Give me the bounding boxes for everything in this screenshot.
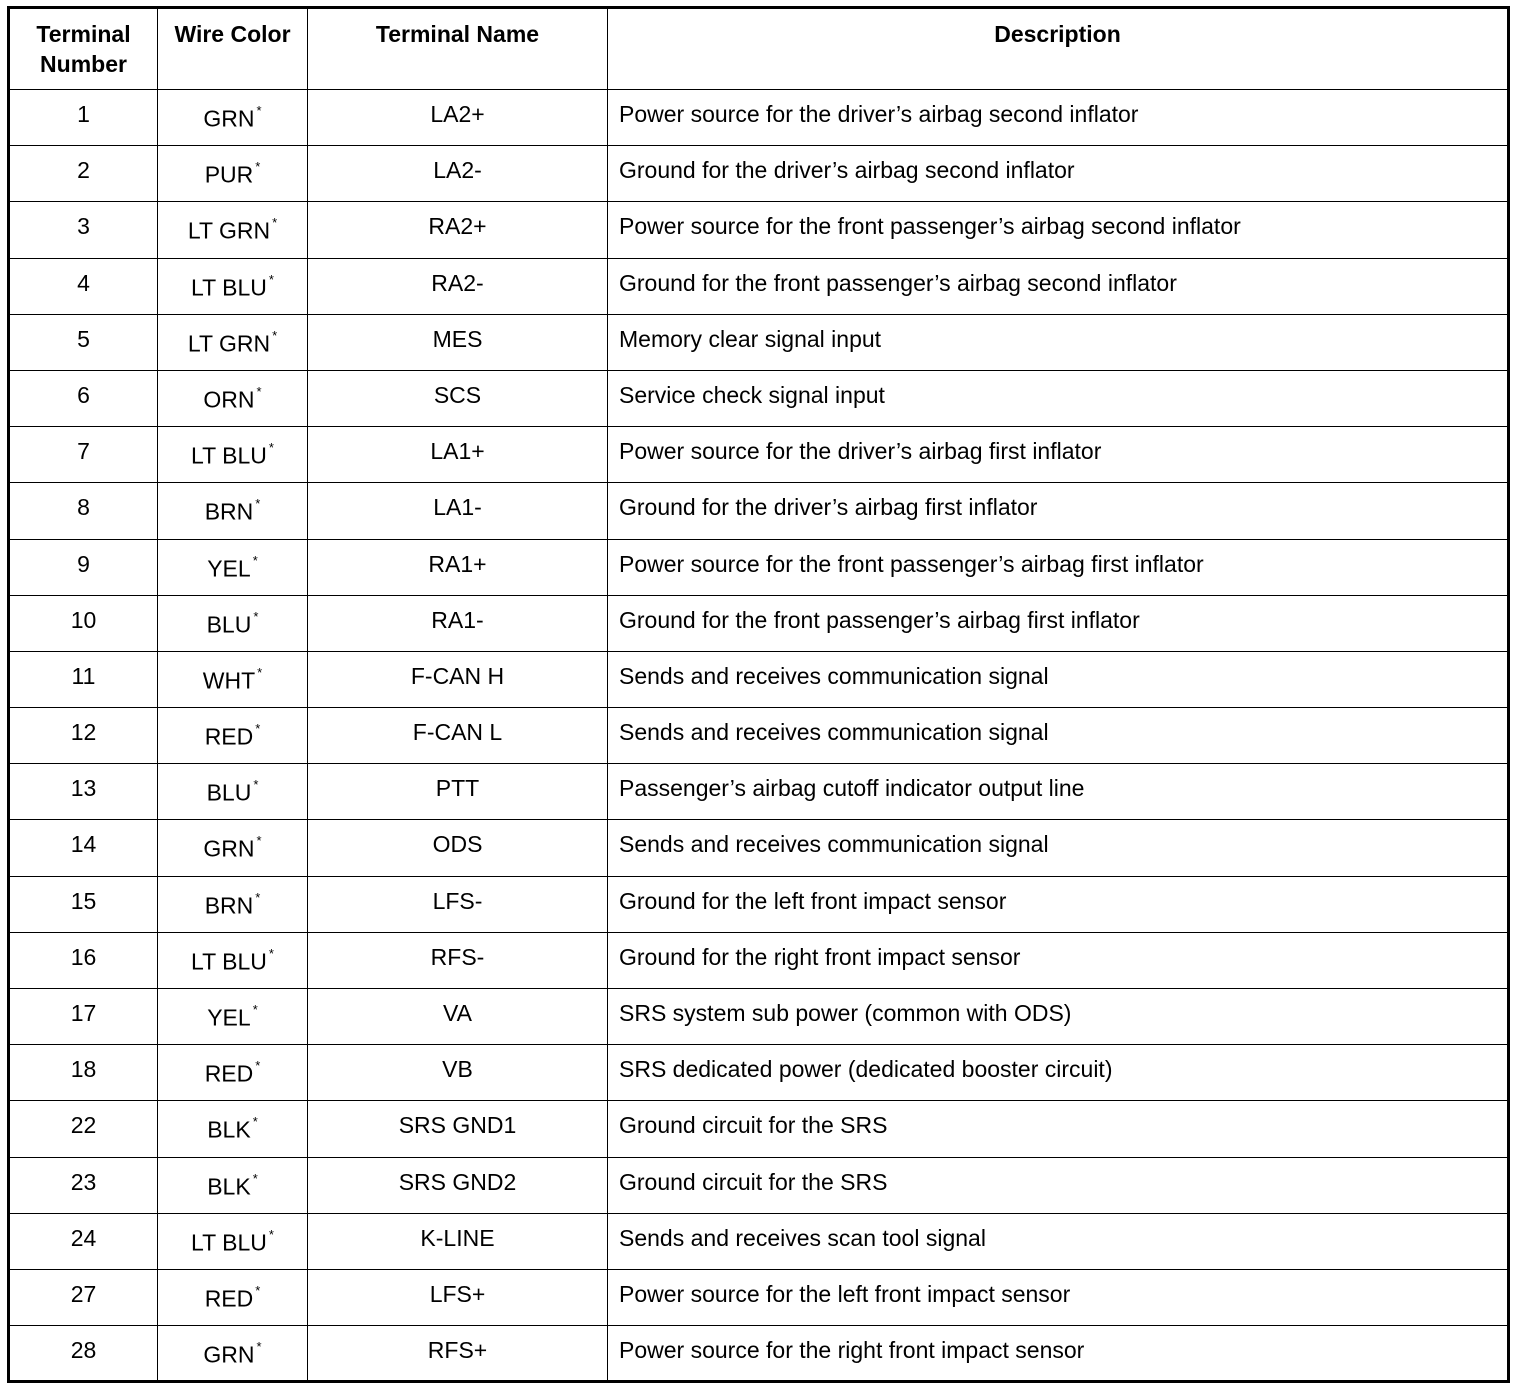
- wire-color-cell: [158, 427, 308, 483]
- footnote-mark: *: [268, 945, 274, 961]
- wire-color-cell: [158, 1326, 308, 1382]
- terminal-number-cell: 5: [9, 314, 158, 370]
- terminal-number-cell: 4: [9, 258, 158, 314]
- table-row: [9, 427, 1509, 483]
- wire-color-text: BLK: [207, 1173, 251, 1200]
- footnote-mark: *: [252, 552, 258, 568]
- table-row: [9, 989, 1509, 1045]
- footnote-mark: *: [257, 664, 263, 680]
- table-row: [9, 651, 1509, 707]
- wire-color-text: BLU: [206, 779, 252, 806]
- table-row: [9, 1045, 1509, 1101]
- terminal-name-cell: F-CAN L: [308, 708, 608, 764]
- terminal-name-cell: LFS-: [308, 876, 608, 932]
- wire-color-text: BLU: [206, 611, 252, 638]
- header-terminal-name: Terminal Name: [308, 8, 608, 90]
- terminal-number-cell: 17: [9, 989, 158, 1045]
- wire-color-text: LT BLU: [191, 1229, 267, 1256]
- description-cell: Sends and receives communication signal: [608, 708, 1509, 764]
- terminal-name-cell: LA1-: [308, 483, 608, 539]
- table-row: [9, 202, 1509, 258]
- wire-color-cell: [158, 202, 308, 258]
- terminal-number-cell: 3: [9, 202, 158, 258]
- description-cell: Ground circuit for the SRS: [608, 1157, 1509, 1213]
- wire-color-text: YEL: [207, 1004, 251, 1031]
- terminal-name-cell: VA: [308, 989, 608, 1045]
- header-terminal-number-line2: Number: [40, 51, 127, 77]
- terminal-name-cell: RFS+: [308, 1326, 608, 1382]
- terminal-name-cell: K-LINE: [308, 1213, 608, 1269]
- terminal-number-cell: 15: [9, 876, 158, 932]
- wire-color-text: ORN: [203, 386, 255, 413]
- footnote-mark: *: [255, 496, 261, 512]
- wire-color-cell: [158, 708, 308, 764]
- table-row: [9, 314, 1509, 370]
- footnote-mark: *: [256, 383, 262, 399]
- terminal-name-cell: PTT: [308, 764, 608, 820]
- footnote-mark: *: [255, 159, 261, 175]
- wire-color-cell: [158, 1157, 308, 1213]
- description-cell: Power source for the driver’s airbag second inflator: [608, 90, 1509, 146]
- wire-color-text: GRN: [203, 105, 255, 132]
- footnote-mark: *: [268, 440, 274, 456]
- wire-color-cell: [158, 876, 308, 932]
- wire-color-cell: [158, 932, 308, 988]
- terminal-name-cell: RFS-: [308, 932, 608, 988]
- wire-color-text: GRN: [203, 1341, 255, 1368]
- terminal-number-cell: 12: [9, 708, 158, 764]
- description-cell: SRS dedicated power (dedicated booster circuit): [608, 1045, 1509, 1101]
- terminal-number-cell: 28: [9, 1326, 158, 1382]
- footnote-mark: *: [268, 271, 274, 287]
- wire-color-text: LT BLU: [191, 274, 267, 301]
- terminal-number-cell: 24: [9, 1213, 158, 1269]
- terminal-name-cell: LA2-: [308, 146, 608, 202]
- terminal-number-cell: 18: [9, 1045, 158, 1101]
- wire-color-cell: [158, 1045, 308, 1101]
- wire-color-text: YEL: [207, 555, 251, 582]
- terminal-number-cell: 1: [9, 90, 158, 146]
- table-row: [9, 1326, 1509, 1382]
- wire-color-cell: [158, 1269, 308, 1325]
- table-row: [9, 1269, 1509, 1325]
- wire-color-cell: [158, 258, 308, 314]
- wire-color-text: GRN: [203, 836, 255, 863]
- table-row: [9, 370, 1509, 426]
- terminal-number-cell: 8: [9, 483, 158, 539]
- table-row: [9, 876, 1509, 932]
- terminal-number-cell: 23: [9, 1157, 158, 1213]
- wire-color-text: WHT: [202, 667, 256, 694]
- header-terminal-number-line1: Terminal: [36, 21, 131, 47]
- terminal-number-cell: 7: [9, 427, 158, 483]
- terminal-number-cell: 10: [9, 595, 158, 651]
- wire-color-text: BRN: [204, 892, 254, 919]
- wire-color-text: RED: [204, 1060, 254, 1087]
- wire-color-text: PUR: [204, 161, 254, 188]
- description-cell: Ground for the front passenger’s airbag first inflator: [608, 595, 1509, 651]
- terminal-name-cell: SCS: [308, 370, 608, 426]
- table-row: [9, 146, 1509, 202]
- table-row: [9, 90, 1509, 146]
- footnote-mark: *: [256, 1339, 262, 1355]
- terminal-name-cell: ODS: [308, 820, 608, 876]
- table-row: [9, 258, 1509, 314]
- description-cell: Power source for the front passenger’s airbag first inflator: [608, 539, 1509, 595]
- wire-color-cell: [158, 314, 308, 370]
- description-cell: Ground for the left front impact sensor: [608, 876, 1509, 932]
- footnote-mark: *: [255, 889, 261, 905]
- footnote-mark: *: [255, 1282, 261, 1298]
- wire-color-cell: [158, 539, 308, 595]
- table-header: [9, 8, 1509, 90]
- wire-color-text: BRN: [204, 498, 254, 525]
- wire-color-text: RED: [204, 1285, 254, 1312]
- wire-color-text: LT BLU: [191, 442, 267, 469]
- description-cell: Power source for the driver’s airbag first inflator: [608, 427, 1509, 483]
- wire-color-cell: [158, 764, 308, 820]
- footnote-mark: *: [252, 1170, 258, 1186]
- terminal-number-cell: 27: [9, 1269, 158, 1325]
- terminal-number-cell: 11: [9, 651, 158, 707]
- table-row: [9, 820, 1509, 876]
- footnote-mark: *: [255, 1058, 261, 1074]
- terminal-number-cell: 16: [9, 932, 158, 988]
- description-cell: Passenger’s airbag cutoff indicator output line: [608, 764, 1509, 820]
- footnote-mark: *: [256, 833, 262, 849]
- footnote-mark: *: [252, 1002, 258, 1017]
- terminal-name-cell: VB: [308, 1045, 608, 1101]
- header-description: Description: [608, 8, 1509, 90]
- footnote-mark: *: [272, 215, 278, 231]
- terminal-name-cell: F-CAN H: [308, 651, 608, 707]
- terminal-table: [7, 6, 1510, 1383]
- table-row: [9, 932, 1509, 988]
- wire-color-cell: [158, 146, 308, 202]
- description-cell: Sends and receives communication signal: [608, 651, 1509, 707]
- table-row: [9, 1213, 1509, 1269]
- description-cell: Ground circuit for the SRS: [608, 1101, 1509, 1157]
- wire-color-text: BLK: [207, 1117, 251, 1144]
- header-row: [9, 8, 1509, 90]
- wire-color-cell: [158, 595, 308, 651]
- description-cell: Sends and receives scan tool signal: [608, 1213, 1509, 1269]
- terminal-name-cell: SRS GND2: [308, 1157, 608, 1213]
- table-row: [9, 539, 1509, 595]
- wire-color-cell: [158, 370, 308, 426]
- table-row: [9, 708, 1509, 764]
- table-row: [9, 764, 1509, 820]
- description-cell: Ground for the driver’s airbag first inflator: [608, 483, 1509, 539]
- terminal-name-cell: SRS GND1: [308, 1101, 608, 1157]
- terminal-name-cell: RA1-: [308, 595, 608, 651]
- footnote-mark: *: [272, 327, 278, 343]
- terminal-number-cell: 13: [9, 764, 158, 820]
- terminal-name-cell: RA1+: [308, 539, 608, 595]
- description-cell: Power source for the front passenger’s airbag second inflator: [608, 202, 1509, 258]
- table-row: [9, 1101, 1509, 1157]
- description-cell: SRS system sub power (common with ODS): [608, 989, 1509, 1045]
- header-terminal-number: [9, 8, 158, 90]
- wire-color-cell: [158, 820, 308, 876]
- wire-color-text: LT BLU: [191, 948, 267, 975]
- wire-color-cell: [158, 1213, 308, 1269]
- wire-color-text: RED: [204, 723, 254, 750]
- wire-color-cell: [158, 90, 308, 146]
- table-row: [9, 1157, 1509, 1213]
- terminal-number-cell: 2: [9, 146, 158, 202]
- terminal-name-cell: LA1+: [308, 427, 608, 483]
- wire-color-cell: [158, 483, 308, 539]
- terminal-name-cell: LA2+: [308, 90, 608, 146]
- wire-color-text: LT GRN: [187, 218, 271, 245]
- wire-color-cell: [158, 989, 308, 1045]
- terminal-number-cell: 9: [9, 539, 158, 595]
- table-body: [9, 90, 1509, 1382]
- wire-color-cell: [158, 651, 308, 707]
- description-cell: Sends and receives communication signal: [608, 820, 1509, 876]
- description-cell: Power source for the left front impact sensor: [608, 1269, 1509, 1325]
- footnote-mark: *: [253, 777, 259, 793]
- description-cell: Power source for the right front impact sensor: [608, 1326, 1509, 1382]
- terminal-name-cell: LFS+: [308, 1269, 608, 1325]
- footnote-mark: *: [255, 721, 261, 737]
- terminal-name-cell: RA2-: [308, 258, 608, 314]
- wire-color-text: LT GRN: [187, 330, 271, 357]
- footnote-mark: *: [252, 1114, 258, 1130]
- description-cell: Memory clear signal input: [608, 314, 1509, 370]
- description-cell: Ground for the right front impact sensor: [608, 932, 1509, 988]
- terminal-name-cell: RA2+: [308, 202, 608, 258]
- terminal-number-cell: 22: [9, 1101, 158, 1157]
- table-row: [9, 483, 1509, 539]
- description-cell: Ground for the front passenger’s airbag second inflator: [608, 258, 1509, 314]
- terminal-number-cell: 14: [9, 820, 158, 876]
- terminal-name-cell: MES: [308, 314, 608, 370]
- description-cell: Service check signal input: [608, 370, 1509, 426]
- footnote-mark: *: [253, 608, 259, 624]
- wire-color-cell: [158, 1101, 308, 1157]
- table-row: [9, 595, 1509, 651]
- header-wire-color: Wire Color: [158, 8, 308, 90]
- terminal-number-cell: 6: [9, 370, 158, 426]
- footnote-mark: *: [268, 1226, 274, 1242]
- footnote-mark: *: [256, 103, 262, 118]
- description-cell: Ground for the driver’s airbag second inflator: [608, 146, 1509, 202]
